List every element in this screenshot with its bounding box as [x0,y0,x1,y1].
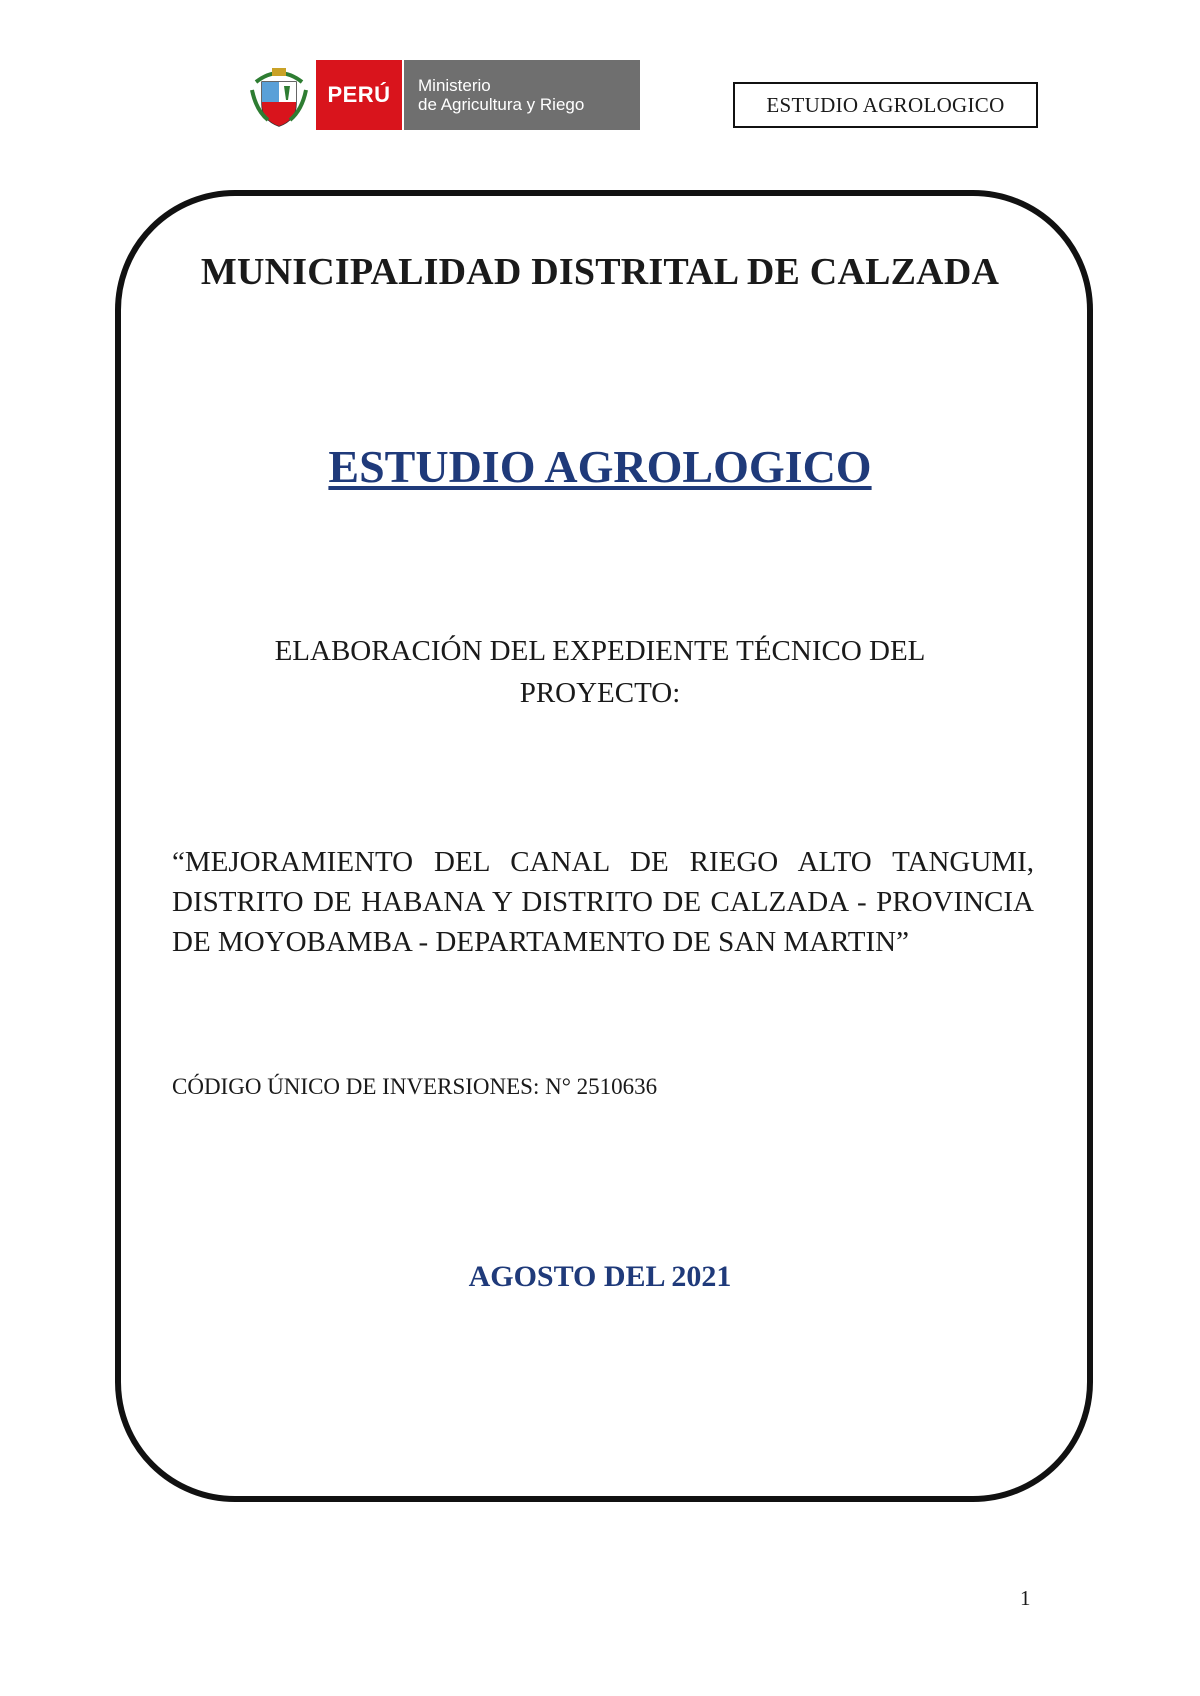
investment-code: CÓDIGO ÚNICO DE INVERSIONES: N° 2510636 [172,1074,658,1099]
document-title: ESTUDIO AGROLOGICO [328,441,872,492]
page-number: 1 [1020,1586,1031,1610]
ministry-logo [250,58,640,132]
project-subtitle: ELABORACIÓN DEL EXPEDIENTE TÉCNICO DEL PROYECTO: [274,635,926,709]
peru-coat-of-arms-icon [250,60,308,130]
project-name: “MEJORAMIENTO DEL CANAL DE RIEGO ALTO TANGUMI, DISTRITO DE HABANA Y DISTRITO DE CALZADA - PROVINCIA DE MOYOBAMBA - DEPARTAMENTO DE SAN MARTIN” [172,846,1034,958]
header-document-tag: ESTUDIO AGROLOGICO [733,82,1038,128]
document-date: AGOSTO DEL 2021 [468,1260,732,1293]
ministry-line-1: Ministerio [418,76,491,95]
ministry-line-2: de Agricultura y Riego [418,95,585,114]
ministry-name [404,60,640,130]
institution-title: MUNICIPALIDAD DISTRITAL DE CALZADA [200,251,1000,293]
peru-label: PERÚ [316,60,402,130]
